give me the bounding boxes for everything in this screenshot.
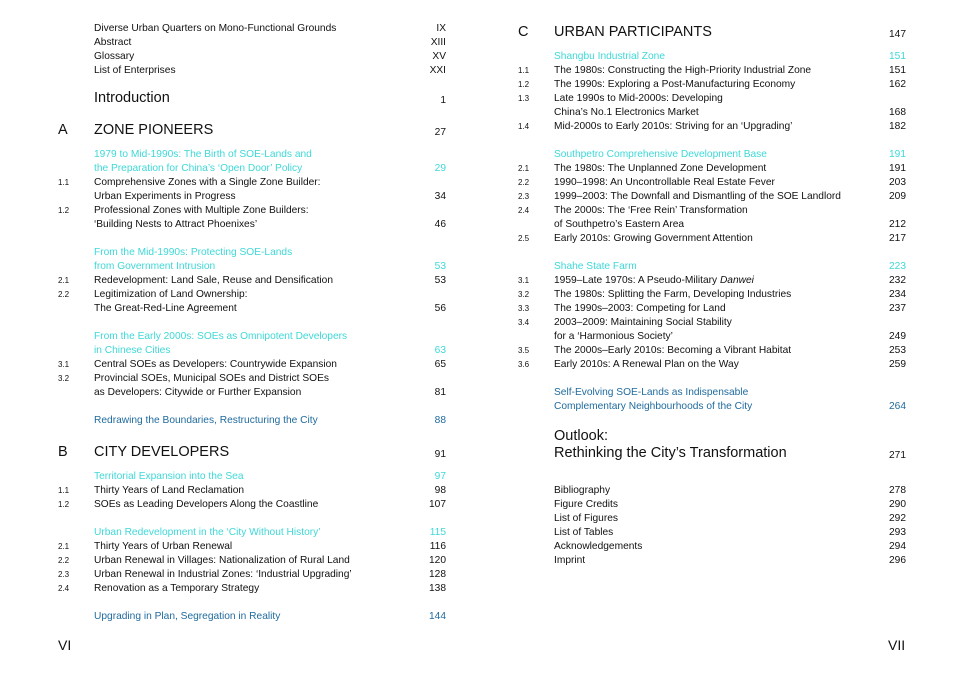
toc-entry[interactable] bbox=[94, 36, 446, 50]
toc-outlook[interactable] bbox=[554, 444, 906, 462]
entry-title: The Great-Red-Line Agreement bbox=[94, 303, 237, 314]
chapter-title-line: the Preparation for China’s ‘Open Door’ Policy bbox=[94, 163, 303, 174]
entry-page: 294 bbox=[889, 541, 906, 552]
entry-title: Upgrading in Plan, Segregation in Reality bbox=[94, 611, 281, 622]
entry-title: Figure Credits bbox=[554, 499, 618, 510]
entry-title: Early 2010s: Growing Government Attention bbox=[554, 233, 753, 244]
entry-title: 1959–Late 1970s: A Pseudo-Military bbox=[554, 275, 720, 286]
entry-page: 147 bbox=[889, 29, 906, 40]
toc-chapter-heading[interactable] bbox=[554, 50, 906, 64]
section-number: 2.3 bbox=[58, 570, 70, 579]
toc-entry[interactable] bbox=[554, 330, 906, 344]
toc-entry[interactable] bbox=[518, 92, 906, 106]
entry-title: The 2000s–Early 2010s: Becoming a Vibrant Habitat bbox=[554, 345, 792, 356]
toc-introduction[interactable] bbox=[94, 89, 446, 107]
entry-title: for a ‘Harmonious Society’ bbox=[554, 331, 673, 342]
toc-conclusion[interactable] bbox=[554, 386, 906, 400]
toc-entry[interactable] bbox=[554, 526, 906, 540]
toc-part-b[interactable] bbox=[94, 443, 446, 461]
entry-title: The 1980s: Splitting the Farm, Developing Industries bbox=[554, 289, 792, 300]
entry-page: XV bbox=[432, 51, 446, 62]
toc-chapter-heading[interactable] bbox=[94, 470, 446, 484]
entry-page: 223 bbox=[889, 261, 906, 272]
entry-page: 237 bbox=[889, 303, 906, 314]
toc-entry[interactable] bbox=[518, 302, 906, 316]
toc-entry[interactable] bbox=[94, 22, 446, 36]
entry-title: Thirty Years of Urban Renewal bbox=[94, 541, 233, 552]
toc-entry[interactable] bbox=[94, 302, 446, 316]
toc-entry[interactable] bbox=[554, 106, 906, 120]
entry-page: 253 bbox=[889, 345, 906, 356]
section-number: 1.1 bbox=[58, 178, 70, 187]
toc-entry[interactable] bbox=[554, 484, 906, 498]
entry-title: Legitimization of Land Ownership: bbox=[94, 289, 248, 300]
entry-title: The 2000s: The ‘Free Rein’ Transformation bbox=[554, 205, 748, 216]
section-number: 2.1 bbox=[58, 542, 70, 551]
entry-title: Thirty Years of Land Reclamation bbox=[94, 485, 245, 496]
section-number: 2.4 bbox=[58, 584, 70, 593]
toc-chapter-heading[interactable] bbox=[94, 526, 446, 540]
entry-page: XIII bbox=[430, 37, 446, 48]
toc-entry[interactable] bbox=[518, 78, 906, 92]
section-number: 1.2 bbox=[58, 206, 70, 215]
entry-page: 144 bbox=[429, 611, 446, 622]
toc-entry[interactable] bbox=[554, 498, 906, 512]
entry-page: 115 bbox=[429, 527, 446, 538]
toc-entry[interactable] bbox=[518, 344, 906, 358]
toc-part-c[interactable] bbox=[554, 23, 906, 41]
toc-entry[interactable] bbox=[58, 372, 446, 386]
entry-page: 217 bbox=[889, 233, 906, 244]
toc-chapter-heading[interactable] bbox=[554, 260, 906, 274]
chapter-title-line: Southpetro Comprehensive Development Base bbox=[554, 149, 767, 160]
toc-entry[interactable] bbox=[58, 204, 446, 218]
section-number: 2.1 bbox=[58, 276, 70, 285]
toc-entry[interactable] bbox=[518, 176, 906, 190]
entry-page: 293 bbox=[889, 527, 906, 538]
section-number: 3.1 bbox=[58, 360, 70, 369]
chapter-title-line: From the Mid-1990s: Protecting SOE-Lands bbox=[94, 247, 293, 258]
entry-page: 162 bbox=[889, 79, 906, 90]
entry-title: Urban Experiments in Progress bbox=[94, 191, 236, 202]
part-letter: B bbox=[58, 444, 68, 460]
section-number: 1.4 bbox=[518, 122, 530, 131]
section-number: 3.2 bbox=[58, 374, 70, 383]
entry-title: Bibliography bbox=[554, 485, 611, 496]
entry-title: Glossary bbox=[94, 51, 135, 62]
entry-page: 107 bbox=[429, 499, 446, 510]
entry-page: 182 bbox=[889, 121, 906, 132]
section-number: 3.4 bbox=[518, 318, 530, 327]
toc-entry[interactable] bbox=[58, 582, 446, 596]
entry-page: 249 bbox=[889, 331, 906, 342]
entry-title: Comprehensive Zones with a Single Zone Builder: bbox=[94, 177, 321, 188]
toc-outlook[interactable] bbox=[554, 427, 906, 445]
toc-entry[interactable] bbox=[518, 162, 906, 176]
entry-page: 120 bbox=[429, 555, 446, 566]
toc-entry[interactable] bbox=[94, 64, 446, 78]
entry-page: 27 bbox=[434, 127, 446, 138]
entry-title: 1999–2003: The Downfall and Dismantling of the SOE Landlord bbox=[554, 191, 841, 202]
toc-chapter-heading[interactable] bbox=[94, 148, 446, 162]
toc-chapter-heading[interactable] bbox=[94, 162, 446, 176]
toc-entry[interactable] bbox=[58, 498, 446, 512]
entry-page: 191 bbox=[889, 149, 906, 160]
entry-title: List of Enterprises bbox=[94, 65, 176, 76]
right-page bbox=[482, 0, 964, 680]
entry-title: List of Tables bbox=[554, 527, 614, 538]
toc-entry[interactable] bbox=[58, 274, 446, 288]
entry-page: 1 bbox=[440, 95, 446, 106]
entry-title: Provincial SOEs, Municipal SOEs and District SOEs bbox=[94, 373, 329, 384]
entry-title: as Developers: Citywide or Further Expansion bbox=[94, 387, 302, 398]
entry-page: XXI bbox=[429, 65, 446, 76]
section-number: 3.5 bbox=[518, 346, 530, 355]
entry-title: The 1990s–2003: Competing for Land bbox=[554, 303, 726, 314]
entry-page: 34 bbox=[434, 191, 446, 202]
section-number: 1.2 bbox=[58, 500, 70, 509]
entry-page: 191 bbox=[889, 163, 906, 174]
entry-title: Outlook: bbox=[554, 428, 608, 444]
toc-entry[interactable] bbox=[58, 484, 446, 498]
chapter-title-line: Shangbu Industrial Zone bbox=[554, 51, 666, 62]
entry-title: Late 1990s to Mid-2000s: Developing bbox=[554, 93, 723, 104]
entry-title: Central SOEs as Developers: Countrywide Expansion bbox=[94, 359, 337, 370]
entry-title: SOEs as Leading Developers Along the Coastline bbox=[94, 499, 319, 510]
part-letter: A bbox=[58, 122, 68, 138]
chapter-title-line: Urban Redevelopment in the ‘City Without History’ bbox=[94, 527, 321, 538]
toc-entry[interactable] bbox=[94, 386, 446, 400]
toc-entry[interactable] bbox=[58, 568, 446, 582]
entry-title: List of Figures bbox=[554, 513, 618, 524]
entry-page: 264 bbox=[889, 401, 906, 412]
entry-title: The 1980s: The Unplanned Zone Development bbox=[554, 163, 767, 174]
entry-title: Imprint bbox=[554, 555, 586, 566]
entry-page: 29 bbox=[434, 163, 446, 174]
chapter-title-line: from Government Intrusion bbox=[94, 261, 216, 272]
toc-entry[interactable] bbox=[94, 190, 446, 204]
entry-title: China’s No.1 Electronics Market bbox=[554, 107, 699, 118]
toc-entry[interactable] bbox=[94, 50, 446, 64]
entry-title: Urban Renewal in Villages: Nationalization of Rural Land bbox=[94, 555, 350, 566]
toc-entry[interactable] bbox=[518, 316, 906, 330]
section-number: 1.2 bbox=[518, 80, 530, 89]
toc-entry[interactable] bbox=[518, 120, 906, 134]
entry-title: Redevelopment: Land Sale, Reuse and Densification bbox=[94, 275, 333, 286]
toc-chapter-heading[interactable] bbox=[94, 330, 446, 344]
toc-entry[interactable] bbox=[518, 190, 906, 204]
page-folio: VI bbox=[58, 637, 72, 653]
entry-title: Complementary Neighbourhoods of the City bbox=[554, 401, 753, 412]
entry-title: Introduction bbox=[94, 90, 170, 106]
entry-page: 53 bbox=[434, 275, 446, 286]
entry-page: 138 bbox=[429, 583, 446, 594]
entry-page: 65 bbox=[434, 359, 446, 370]
section-number: 2.2 bbox=[58, 290, 70, 299]
toc-entry[interactable] bbox=[518, 358, 906, 372]
entry-page: 116 bbox=[429, 541, 446, 552]
part-title: CITY DEVELOPERS bbox=[94, 444, 230, 460]
toc-conclusion[interactable] bbox=[94, 414, 446, 428]
toc-chapter-heading[interactable] bbox=[94, 260, 446, 274]
entry-title: Renovation as a Temporary Strategy bbox=[94, 583, 260, 594]
toc-conclusion[interactable] bbox=[554, 400, 906, 414]
section-number: 2.3 bbox=[518, 192, 530, 201]
entry-page: 290 bbox=[889, 499, 906, 510]
entry-page: 232 bbox=[889, 275, 906, 286]
chapter-title-line: From the Early 2000s: SOEs as Omnipotent Developers bbox=[94, 331, 348, 342]
chapter-title-line: in Chinese Cities bbox=[94, 345, 171, 356]
section-number: 3.2 bbox=[518, 290, 530, 299]
entry-title: Self-Evolving SOE-Lands as Indispensable bbox=[554, 387, 749, 398]
section-number: 2.2 bbox=[518, 178, 530, 187]
entry-page: 88 bbox=[434, 415, 446, 426]
entry-page: 151 bbox=[889, 65, 906, 76]
toc-entry[interactable] bbox=[554, 540, 906, 554]
entry-page: 296 bbox=[889, 555, 906, 566]
entry-title: of Southpetro’s Eastern Area bbox=[554, 219, 685, 230]
toc-entry[interactable] bbox=[518, 64, 906, 78]
section-number: 1.1 bbox=[518, 66, 530, 75]
entry-page: 271 bbox=[889, 450, 906, 461]
toc-entry[interactable] bbox=[58, 540, 446, 554]
toc-entry[interactable] bbox=[94, 218, 446, 232]
entry-title: Acknowledgements bbox=[554, 541, 643, 552]
entry-title: Early 2010s: A Renewal Plan on the Way bbox=[554, 359, 739, 370]
toc-entry[interactable] bbox=[518, 274, 906, 288]
section-number: 3.6 bbox=[518, 360, 530, 369]
entry-title: 2003–2009: Maintaining Social Stability bbox=[554, 317, 732, 328]
entry-page: 81 bbox=[434, 387, 446, 398]
chapter-title-line: 1979 to Mid-1990s: The Birth of SOE-Lands and bbox=[94, 149, 312, 160]
entry-page: 91 bbox=[434, 449, 446, 460]
chapter-title-line: Territorial Expansion into the Sea bbox=[94, 471, 244, 482]
entry-title: Professional Zones with Multiple Zone Builders: bbox=[94, 205, 309, 216]
entry-title: Urban Renewal in Industrial Zones: ‘Industrial Upgrading’ bbox=[94, 569, 352, 580]
entry-page: IX bbox=[436, 23, 446, 34]
section-number: 3.3 bbox=[518, 304, 530, 313]
entry-title: Redrawing the Boundaries, Restructuring the City bbox=[94, 415, 318, 426]
entry-page: 46 bbox=[434, 219, 446, 230]
toc-entry[interactable] bbox=[58, 358, 446, 372]
part-title: ZONE PIONEERS bbox=[94, 122, 214, 138]
section-number: 2.4 bbox=[518, 206, 530, 215]
entry-page: 203 bbox=[889, 177, 906, 188]
entry-page: 53 bbox=[434, 261, 446, 272]
toc-entry[interactable] bbox=[518, 204, 906, 218]
toc-entry[interactable] bbox=[58, 288, 446, 302]
page-folio: VII bbox=[888, 637, 906, 653]
entry-page: 292 bbox=[889, 513, 906, 524]
entry-page: 56 bbox=[434, 303, 446, 314]
section-number: 1.3 bbox=[518, 94, 530, 103]
section-number: 2.5 bbox=[518, 234, 530, 243]
entry-page: 234 bbox=[889, 289, 906, 300]
toc-entry[interactable] bbox=[518, 232, 906, 246]
toc-chapter-heading[interactable] bbox=[94, 344, 446, 358]
toc-conclusion[interactable] bbox=[94, 610, 446, 624]
toc-entry[interactable] bbox=[518, 288, 906, 302]
entry-page: 98 bbox=[434, 485, 446, 496]
entry-title: The 1980s: Constructing the High-Priority Industrial Zone bbox=[554, 65, 812, 76]
section-number: 2.1 bbox=[518, 164, 530, 173]
section-number: 1.1 bbox=[58, 486, 70, 495]
toc-chapter-heading[interactable] bbox=[554, 148, 906, 162]
entry-title: Diverse Urban Quarters on Mono-Functional Grounds bbox=[94, 23, 337, 34]
toc-part-a[interactable] bbox=[94, 121, 446, 139]
entry-page: 128 bbox=[429, 569, 446, 580]
entry-page: 97 bbox=[434, 471, 446, 482]
entry-page: 168 bbox=[889, 107, 906, 118]
chapter-title-line: Shahe State Farm bbox=[554, 261, 637, 272]
toc-entry[interactable] bbox=[58, 176, 446, 190]
toc-entry[interactable] bbox=[554, 512, 906, 526]
section-number: 2.2 bbox=[58, 556, 70, 565]
entry-page: 63 bbox=[434, 345, 446, 356]
entry-title: Mid-2000s to Early 2010s: Striving for an ‘Upgrading’ bbox=[554, 121, 793, 132]
entry-title: Rethinking the City’s Transformation bbox=[554, 445, 787, 461]
toc-chapter-heading[interactable] bbox=[94, 246, 446, 260]
section-number: 3.1 bbox=[518, 276, 530, 285]
toc-entry[interactable] bbox=[554, 218, 906, 232]
entry-page: 151 bbox=[889, 51, 906, 62]
entry-page: 212 bbox=[889, 219, 906, 230]
part-title: URBAN PARTICIPANTS bbox=[554, 24, 712, 40]
entry-title: 1990–1998: An Uncontrollable Real Estate Fever bbox=[554, 177, 775, 188]
entry-title: Abstract bbox=[94, 37, 132, 48]
entry-title: ‘Building Nests to Attract Phoenixes’ bbox=[94, 219, 258, 230]
toc-entry[interactable] bbox=[58, 554, 446, 568]
entry-title: The 1990s: Exploring a Post-Manufacturing Economy bbox=[554, 79, 796, 90]
entry-page: 209 bbox=[889, 191, 906, 202]
toc-entry[interactable] bbox=[554, 554, 906, 568]
entry-title-italic: Danwei bbox=[719, 275, 754, 286]
entry-page: 259 bbox=[889, 359, 906, 370]
entry-page: 278 bbox=[889, 485, 906, 496]
part-letter: C bbox=[518, 24, 529, 40]
